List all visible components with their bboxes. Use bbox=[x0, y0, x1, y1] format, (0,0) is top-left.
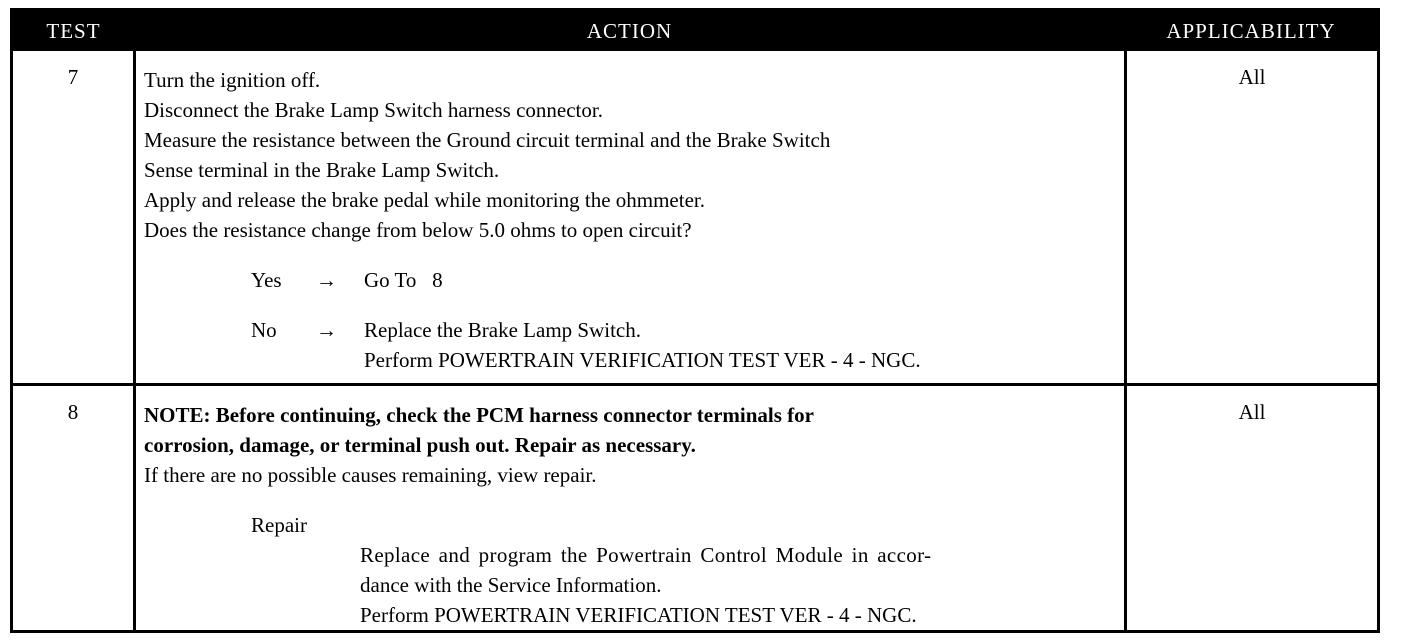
action-cell bbox=[144, 400, 1120, 630]
note-line: NOTE: Before continuing, check the PCM harness connector terminals for bbox=[144, 403, 814, 427]
option-yes bbox=[144, 265, 1120, 295]
note-line: corrosion, damage, or terminal push out. Repair as necessary. bbox=[144, 433, 696, 457]
option-target: Replace the Brake Lamp Switch. bbox=[364, 318, 641, 342]
repair-line: dance with the Service Information. bbox=[360, 573, 662, 597]
action-line: Turn the ignition off. bbox=[144, 68, 321, 92]
option-target: Go To 8 bbox=[364, 268, 443, 292]
applicability-cell: All bbox=[1238, 400, 1266, 424]
header-applicability: APPLICABILITY bbox=[1166, 19, 1336, 43]
action-line: Does the resistance change from below 5.0 ohms to open circuit? bbox=[144, 218, 692, 242]
diagnostic-test-table bbox=[10, 8, 1380, 633]
option-no bbox=[144, 315, 1120, 345]
action-line: Measure the resistance between the Ground circuit terminal and the Brake Switch bbox=[144, 128, 831, 152]
repair-block bbox=[360, 540, 1120, 630]
right-arrow-icon: → bbox=[316, 268, 337, 292]
option-no-subline bbox=[144, 345, 1120, 375]
test-number: 7 bbox=[67, 65, 79, 89]
repair-line: Perform POWERTRAIN VERIFICATION TEST VER - 4 - NGC. bbox=[360, 603, 917, 627]
table-row-test-7 bbox=[13, 51, 1377, 383]
right-arrow-icon: → bbox=[316, 318, 337, 342]
repair-line: Replace and program the Powertrain Control Module in accor- bbox=[360, 543, 932, 567]
action-line: If there are no possible causes remaining, view repair. bbox=[144, 463, 597, 487]
action-line: Disconnect the Brake Lamp Switch harness connector. bbox=[144, 98, 603, 122]
option-label: Yes bbox=[251, 268, 282, 292]
action-cell bbox=[144, 65, 1120, 375]
option-subline-text: Perform POWERTRAIN VERIFICATION TEST VER - 4 - NGC. bbox=[364, 348, 921, 372]
option-label: No bbox=[251, 318, 277, 342]
applicability-cell: All bbox=[1238, 65, 1266, 89]
table-row-test-8 bbox=[13, 386, 1377, 630]
repair-label: Repair bbox=[251, 513, 307, 537]
test-number: 8 bbox=[67, 400, 79, 424]
action-line: Sense terminal in the Brake Lamp Switch. bbox=[144, 158, 500, 182]
header-action: ACTION bbox=[586, 19, 673, 43]
action-line: Apply and release the brake pedal while monitoring the ohmmeter. bbox=[144, 188, 705, 212]
header-test: TEST bbox=[46, 19, 101, 43]
table-header-row bbox=[13, 11, 1377, 51]
